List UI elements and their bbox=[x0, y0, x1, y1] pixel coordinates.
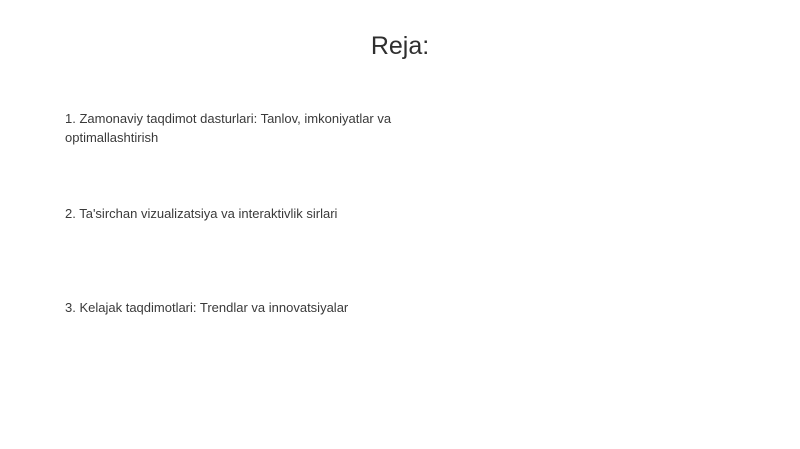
outline-item-3: 3. Kelajak taqdimotlari: Trendlar va innovatsiyalar bbox=[65, 300, 349, 315]
slide-title: Reja: bbox=[370, 32, 430, 60]
outline-item-2: 2. Ta'sirchan vizualizatsiya va interaktivlik sirlari bbox=[65, 206, 338, 221]
outline-item-1: 1. Zamonaviy taqdimot dasturlari: Tanlov, imkoniyatlar va optimallashtirish bbox=[65, 111, 392, 145]
